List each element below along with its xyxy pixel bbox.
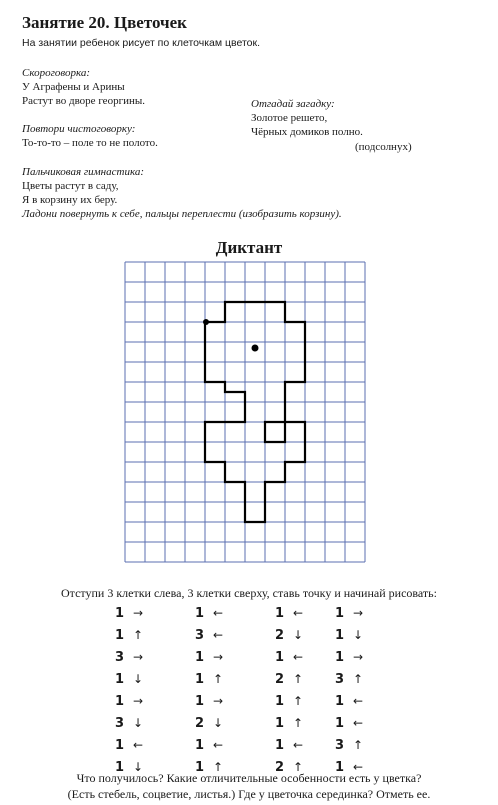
riddle-line-1: Золотое решето, <box>251 112 328 124</box>
arrow-left-icon: ← <box>352 760 364 774</box>
question-line-2: (Есть стебель, соцветие, листья.) Где у цветочка серединка? Отметь ее. <box>67 787 431 801</box>
dictation-step <box>108 648 146 666</box>
step-count: 1 <box>274 605 284 621</box>
riddle-answer: (подсолнух) <box>355 141 412 153</box>
dictation-step <box>328 714 366 732</box>
dictation-step <box>108 670 146 688</box>
finger-gym-line-1: Цветы растут в саду, <box>22 180 119 192</box>
start-dot <box>203 319 209 325</box>
step-count: 1 <box>334 627 344 643</box>
finger-gym-note: Ладони повернуть к себе, пальцы переплести (изобразить корзину). <box>22 208 342 220</box>
dictation-step <box>268 648 306 666</box>
dictation-step <box>188 692 226 710</box>
flower-center-dot <box>252 345 259 352</box>
step-count: 1 <box>114 737 124 753</box>
tongue-twister-line-2: Растут во дворе георгины. <box>22 95 145 107</box>
arrow-left-icon: ← <box>292 738 304 752</box>
arrow-right-icon: → <box>132 650 144 664</box>
lesson-intro: На занятии ребенок рисует по клеточкам цветок. <box>22 37 261 49</box>
arrow-left-icon: ← <box>292 606 304 620</box>
step-count: 1 <box>274 693 284 709</box>
finger-gym-label: Пальчиковая гимнастика: <box>22 166 144 178</box>
question-line-1: Что получилось? Какие отличительные особенности есть у цветка? <box>76 771 422 785</box>
dictation-step <box>328 648 366 666</box>
step-count: 2 <box>274 759 284 775</box>
arrow-right-icon: → <box>132 606 144 620</box>
dictation-step <box>108 736 146 754</box>
pure-speech-line: То-то-то – поле то не полото. <box>22 137 158 149</box>
arrow-down-icon: ↓ <box>292 628 304 642</box>
arrow-left-icon: ← <box>212 606 224 620</box>
step-count: 1 <box>334 693 344 709</box>
dictation-step <box>188 714 226 732</box>
dictation-step <box>188 736 226 754</box>
step-count: 3 <box>114 649 124 665</box>
step-count: 2 <box>274 627 284 643</box>
arrow-up-icon: ↑ <box>212 672 224 686</box>
dictation-step <box>268 604 306 622</box>
arrow-right-icon: → <box>132 694 144 708</box>
dictation-step <box>108 604 146 622</box>
arrow-up-icon: ↑ <box>212 760 224 774</box>
dictation-step <box>268 714 306 732</box>
arrow-right-icon: → <box>352 650 364 664</box>
step-count: 1 <box>114 671 124 687</box>
dictation-step <box>268 670 306 688</box>
step-count: 3 <box>334 671 344 687</box>
arrow-down-icon: ↓ <box>132 672 144 686</box>
dictation-step <box>268 736 306 754</box>
step-count: 1 <box>274 737 284 753</box>
dictation-step <box>328 692 366 710</box>
arrow-up-icon: ↑ <box>292 716 304 730</box>
step-count: 3 <box>114 715 124 731</box>
arrow-up-icon: ↑ <box>352 672 364 686</box>
arrow-left-icon: ← <box>352 694 364 708</box>
arrow-right-icon: → <box>352 606 364 620</box>
arrow-right-icon: → <box>212 694 224 708</box>
arrow-up-icon: ↑ <box>132 628 144 642</box>
step-count: 1 <box>274 649 284 665</box>
dictation-step <box>108 714 146 732</box>
arrow-up-icon: ↑ <box>292 760 304 774</box>
dictation-title: Диктант <box>215 238 283 257</box>
lesson-title: Занятие 20. Цветочек <box>22 13 187 32</box>
step-count: 3 <box>194 627 204 643</box>
dictation-step <box>268 692 306 710</box>
riddle-label: Отгадай загадку: <box>251 98 335 110</box>
step-count: 1 <box>274 715 284 731</box>
step-count: 1 <box>114 627 124 643</box>
tongue-twister-line-1: У Аграфены и Арины <box>22 81 125 93</box>
dictation-step <box>188 648 226 666</box>
arrow-down-icon: ↓ <box>132 716 144 730</box>
arrow-up-icon: ↑ <box>292 694 304 708</box>
tongue-twister-label: Скороговорка: <box>22 67 91 79</box>
step-count: 1 <box>334 759 344 775</box>
dictation-step <box>188 670 226 688</box>
step-count: 1 <box>114 759 124 775</box>
arrow-left-icon: ← <box>212 738 224 752</box>
arrow-down-icon: ↓ <box>132 760 144 774</box>
arrow-right-icon: → <box>212 650 224 664</box>
step-count: 1 <box>114 693 124 709</box>
finger-gym-line-2: Я в корзину их беру. <box>22 194 118 206</box>
step-count: 1 <box>114 605 124 621</box>
arrow-left-icon: ← <box>212 628 224 642</box>
flower-drawing <box>205 302 305 522</box>
dictation-step <box>328 604 366 622</box>
step-count: 1 <box>334 715 344 731</box>
dictation-step <box>188 626 226 644</box>
arrow-down-icon: ↓ <box>212 716 224 730</box>
step-count: 1 <box>334 649 344 665</box>
step-count: 1 <box>194 605 204 621</box>
step-count: 1 <box>334 605 344 621</box>
arrow-up-icon: ↑ <box>352 738 364 752</box>
step-count: 1 <box>194 737 204 753</box>
arrow-left-icon: ← <box>132 738 144 752</box>
step-count: 1 <box>194 693 204 709</box>
step-count: 1 <box>194 671 204 687</box>
step-count: 1 <box>194 759 204 775</box>
dictation-step <box>188 604 226 622</box>
pure-speech-label: Повтори чистоговорку: <box>22 123 136 135</box>
arrow-up-icon: ↑ <box>292 672 304 686</box>
step-count: 2 <box>194 715 204 731</box>
step-count: 3 <box>334 737 344 753</box>
dictation-instruction: Отступи 3 клетки слева, 3 клетки сверху, ставь точку и начинай рисовать: <box>61 586 437 600</box>
arrow-left-icon: ← <box>292 650 304 664</box>
dictation-step <box>108 692 146 710</box>
dictation-step <box>108 626 146 644</box>
dictation-step <box>268 626 306 644</box>
arrow-down-icon: ↓ <box>352 628 364 642</box>
step-count: 1 <box>194 649 204 665</box>
dictation-step <box>328 670 366 688</box>
dictation-step <box>328 626 366 644</box>
dictation-step <box>328 736 366 754</box>
step-count: 2 <box>274 671 284 687</box>
arrow-left-icon: ← <box>352 716 364 730</box>
riddle-line-2: Чёрных домиков полно. <box>251 126 363 138</box>
